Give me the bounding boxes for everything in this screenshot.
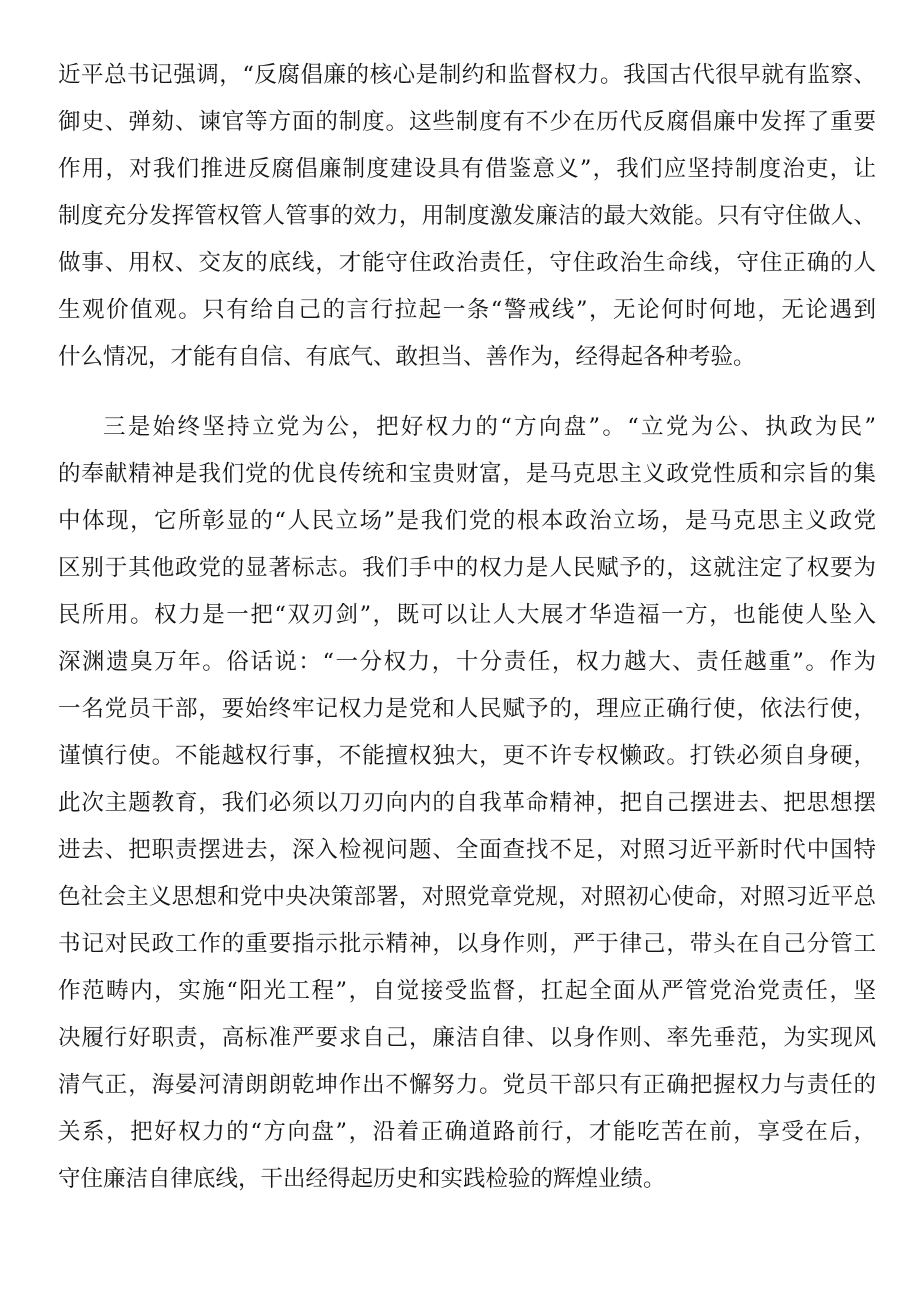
paragraph-line: 进去、把职责摆进去，深入检视问题、全面查找不足，对照习近平新时代中国特 <box>58 837 876 863</box>
paragraph-line: 此次主题教育，我们必须以刀刃向内的自我革命精神，把自己摆进去、把思想摆 <box>58 790 876 816</box>
paragraph-line: 御史、弹劾、谏官等方面的制度。这些制度有不少在历代反腐倡廉中发挥了重要 <box>58 109 876 135</box>
paragraph-line: 区别于其他政党的显著标志。我们手中的权力是人民赋予的，这就注定了权要为 <box>58 555 876 581</box>
paragraph-line: 色社会主义思想和党中央决策部署，对照党章党规，对照初心使命，对照习近平总 <box>58 884 876 910</box>
paragraph-line: 作用，对我们推进反腐倡廉制度建设具有借鉴意义”，我们应坚持制度治吏，让 <box>58 156 876 182</box>
paragraph-line: 一名党员干部，要始终牢记权力是党和人民赋予的，理应正确行使，依法行使， <box>58 696 876 722</box>
paragraph-line: 清气正，海晏河清朗朗乾坤作出不懈努力。党员干部只有正确把握权力与责任的 <box>58 1072 876 1098</box>
paragraph-line: 作范畴内，实施“阳光工程”，自觉接受监督，扛起全面从严管党治党责任，坚 <box>58 978 876 1004</box>
paragraph-line: 决履行好职责，高标准严要求自己，廉洁自律、以身作则、率先垂范，为实现风 <box>58 1025 876 1051</box>
paragraph-line: 三是始终坚持立党为公，把好权力的“方向盘”。“立党为公、执政为民” <box>103 414 876 440</box>
paragraph-line: 的奉献精神是我们党的优良传统和宝贵财富，是马克思主义政党性质和宗旨的集 <box>58 461 876 487</box>
paragraph-line: 书记对民政工作的重要指示批示精神，以身作则，严于律己，带头在自己分管工 <box>58 931 876 957</box>
paragraph-2 <box>58 404 876 1203</box>
paragraph-line: 谨慎行使。不能越权行事，不能擅权独大，更不许专权懒政。打铁必须自身硬， <box>58 743 876 769</box>
paragraph-line: 深渊遗臭万年。俗话说：“一分权力，十分责任，权力越大、责任越重”。作为 <box>58 649 876 675</box>
paragraph-line: 守住廉洁自律底线，干出经得起历史和实践检验的辉煌业绩。 <box>58 1166 666 1192</box>
paragraph-line: 做事、用权、交友的底线，才能守住政治责任，守住政治生命线，守住正确的人 <box>58 250 876 276</box>
paragraph-line: 近平总书记强调，“反腐倡廉的核心是制约和监督权力。我国古代很早就有监察、 <box>58 62 876 88</box>
paragraph-1 <box>58 52 876 381</box>
paragraph-line: 生观价值观。只有给自己的言行拉起一条“警戒线”，无论何时何地，无论遇到 <box>58 297 876 323</box>
paragraph-line: 关系，把好权力的“方向盘”，沿着正确道路前行，才能吃苦在前，享受在后， <box>58 1119 876 1145</box>
paragraph-line: 民所用。权力是一把“双刃剑”，既可以让人大展才华造福一方，也能使人坠入 <box>58 602 876 628</box>
paragraph-line: 中体现，它所彰显的“人民立场”是我们党的根本政治立场，是马克思主义政党 <box>58 508 876 534</box>
paragraph-line: 什么情况，才能有自信、有底气、敢担当、善作为，经得起各种考验。 <box>58 344 756 370</box>
paragraph-line: 制度充分发挥管权管人管事的效力，用制度激发廉洁的最大效能。只有守住做人、 <box>58 203 876 229</box>
